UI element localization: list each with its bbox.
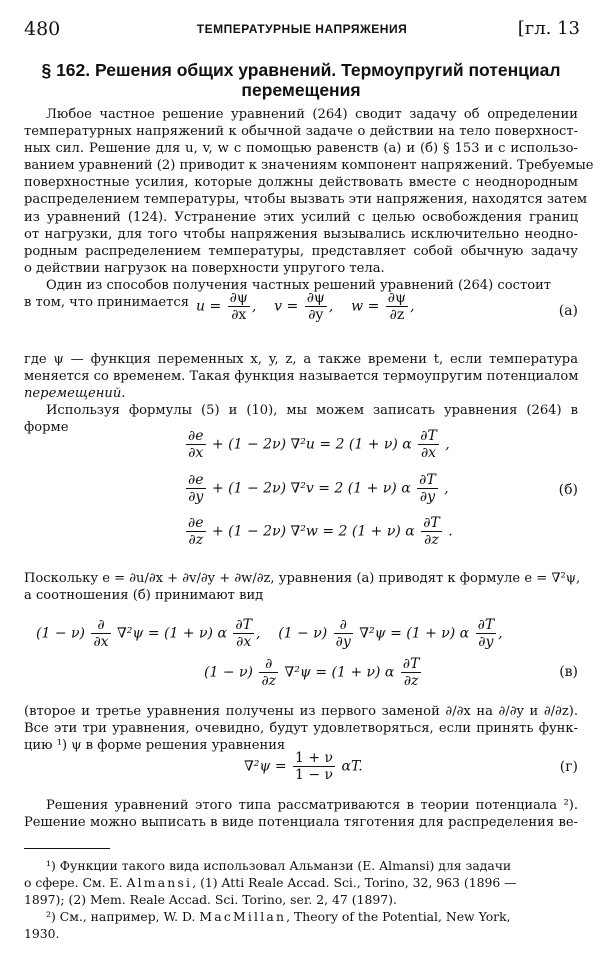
text-line: Все эти три уравнения, очевидно, будут удовлетворяться, если принять функ- [24, 721, 578, 737]
equation-a-label: (а) [558, 303, 578, 319]
text-line: где ψ — функция переменных x, y, z, а также времени t, если температура [24, 352, 578, 367]
paragraph-3 [24, 351, 578, 436]
text-line: а соотношения (б) принимают вид [24, 588, 264, 604]
footnote-2-line2: 1930. [24, 926, 60, 941]
text-line: форме [24, 420, 69, 436]
footnote-2-line1: ²) См., например, W. D. MacMillan, Theory of the Potential, New York, [46, 909, 511, 924]
section-title-line2: перемещения [241, 80, 361, 100]
text-line: от нагрузки, для того чтобы напряжения вызывались исключительно неодно- [24, 226, 578, 242]
text-line: температурных напряжений к обычной задаче о действии на тело поверхност- [24, 124, 578, 140]
text-line: Решение можно выписать в виде потенциала тяготения для распределения ве- [24, 815, 578, 831]
text-line: цию ¹) ψ в форме решения уравнения [24, 738, 286, 754]
footnote-1-line2: о сфере. См. E. Almansi, (1) Atti Reale Accad. Sci., Torino, 32, 963 (1896 — [24, 875, 517, 890]
equation-d: ∇²ψ = $\frac{1 + \nu}{1 - \nu}$ αT. [244, 750, 363, 783]
text-line: распределением температуры, чтобы вызвать эти напряжения, находятся затем [24, 192, 588, 208]
paragraph-1 [24, 106, 594, 311]
running-header [24, 18, 580, 40]
paragraph-6 [24, 703, 578, 754]
equation-b-row3: $\frac{\partial e}{\partial z}$ + (1 − 2ν) ∇²w = 2 (1 + ν) α $\frac{\partial T}{\partial z}$ . [188, 515, 453, 548]
section-title [24, 60, 578, 100]
equation-a: u = $\frac{\partial\psi}{\partial x}$ , v = $\frac{\partial\psi}{\partial y}$ , w = $\frac{\partial\psi}{\partial z}$ , [196, 290, 415, 323]
text-line: в том, что принимается [24, 295, 189, 311]
text-line: родным распределением температуры, представляет собой обычную задачу [24, 243, 578, 259]
text-line: Один из способов получения частных решений уравнений (264) состоит [46, 277, 552, 293]
text-line: из уравнений (124). Устранение этих усилий с целью освобождения границ [24, 209, 578, 225]
equation-d-label: (г) [559, 759, 578, 775]
footnote-1-line1: ¹) Функции такого вида использовал Альманзи (E. Almansi) для задачи [46, 858, 512, 873]
paragraph-7 [24, 797, 578, 831]
equation-c-label: (в) [559, 664, 578, 680]
footnotes [24, 857, 578, 942]
text-line: (второе и третье уравнения получены из первого заменой ∂/∂x на ∂/∂y и ∂/∂z). [24, 704, 578, 719]
text-line: о действии нагрузок на поверхности упругого тела. [24, 260, 385, 276]
footnote-divider [24, 848, 110, 849]
text-line: перемещений. [24, 386, 126, 402]
equation-b-row1: $\frac{\partial e}{\partial x}$ + (1 − 2ν) ∇²u = 2 (1 + ν) α $\frac{\partial T}{\partial x}$ , [188, 428, 450, 461]
text-line: ных сил. Решение для u, v, w с помощью равенств (а) и (б) § 153 и с использо- [24, 141, 578, 157]
text-line: меняется со временем. Такая функция называется термоупругим потенциалом [24, 369, 579, 385]
chapter-label: [гл. 13 [517, 18, 580, 39]
text-line: Поскольку e = ∂u/∂x + ∂v/∂y + ∂w/∂z, уравнения (а) приводят к формуле e = ∇²ψ, [24, 571, 581, 586]
text-line: Используя формулы (5) и (10), мы можем записать уравнения (264) в [46, 403, 578, 419]
equation-b-label: (б) [558, 482, 578, 498]
equation-b-row2: $\frac{\partial e}{\partial y}$ + (1 − 2ν) ∇²v = 2 (1 + ν) α $\frac{\partial T}{\partial y}$ , [188, 472, 449, 505]
paragraph-5 [24, 570, 581, 604]
text-line: Решения уравнений этого типа рассматриваются в теории потенциала ²). [46, 798, 578, 813]
equation-c-row1: (1 − ν) $\frac{\partial}{\partial x}$ ∇²ψ = (1 + ν) α $\frac{\partial T}{\partial x}$ , (1 − ν) $\frac{\partial}{\partial y}$ ∇²ψ = (1 + ν) α $\frac{\partial T}{\partial y}$ , [36, 617, 503, 650]
text-line: ванием уравнений (2) приводит к значениям компонент напряжений. Требуемые [24, 158, 594, 174]
page-number: 480 [24, 18, 61, 40]
footnote-1-line3: 1897); (2) Mem. Reale Accad. Sci. Torino, ser. 2, 47 (1897). [24, 892, 397, 907]
running-title: ТЕМПЕРАТУРНЫЕ НАПРЯЖЕНИЯ [196, 22, 408, 36]
section-title-line1: § 162. Решения общих уравнений. Термоупругий потенциал [41, 60, 561, 80]
text-line: Любое частное решение уравнений (264) сводит задачу об определении [46, 107, 578, 122]
text-line: поверхностные усилия, которые должны действовать вместе с неоднородным [24, 175, 578, 191]
equation-c-row2: (1 − ν) $\frac{\partial}{\partial z}$ ∇²ψ = (1 + ν) α $\frac{\partial T}{\partial z}$ [204, 656, 420, 689]
